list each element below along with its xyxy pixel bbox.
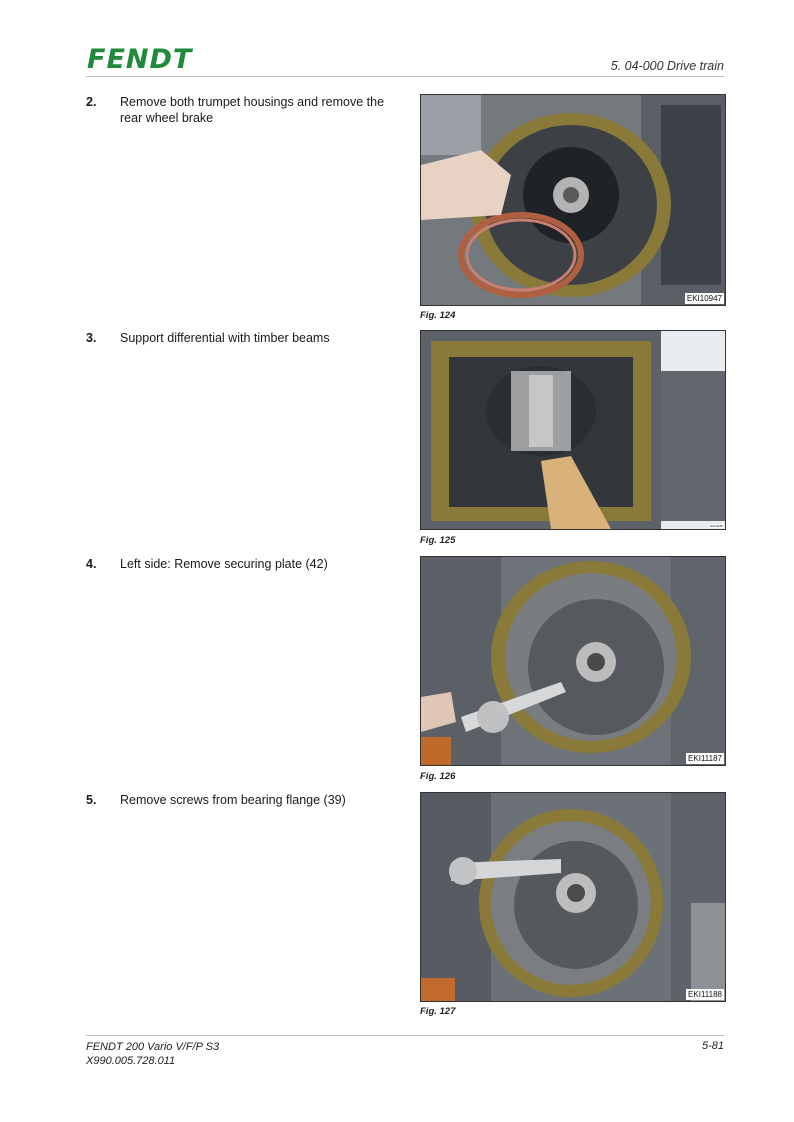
figure-126 bbox=[420, 556, 726, 766]
figure-ref: EKI11188 bbox=[688, 990, 722, 999]
figure-caption: Fig. 124 bbox=[420, 310, 456, 321]
header-divider bbox=[86, 76, 724, 77]
figure-caption: Fig. 127 bbox=[420, 1006, 456, 1017]
fendt-logo bbox=[86, 44, 232, 72]
figure-caption: Fig. 126 bbox=[420, 771, 456, 782]
figure-ref: EKI11186 bbox=[710, 524, 723, 528]
figure-125 bbox=[420, 330, 726, 530]
section-title: 5. 04-000 Drive train bbox=[610, 59, 724, 73]
step-text: Remove screws from bearing flange (39) bbox=[120, 793, 346, 807]
figure-127 bbox=[420, 792, 726, 1002]
securing-plate-photo-icon bbox=[421, 557, 725, 765]
step-number: 5. bbox=[86, 793, 97, 807]
figure-ref: EKI11187 bbox=[688, 754, 722, 763]
footer-doc-number: X990.005.728.011 bbox=[86, 1055, 176, 1067]
figure-124 bbox=[420, 94, 726, 306]
step-text: Support differential with timber beams bbox=[120, 331, 330, 345]
page-number: 5-81 bbox=[701, 1040, 724, 1052]
step-number: 3. bbox=[86, 331, 97, 345]
step-number: 2. bbox=[86, 95, 97, 109]
step-text: Remove both trumpet housings and remove the rear wheel brake bbox=[120, 95, 385, 125]
differential-timber-photo-icon bbox=[421, 331, 725, 529]
footer-divider bbox=[86, 1035, 724, 1036]
figure-ref: EKI10947 bbox=[686, 294, 722, 303]
step-text: Left side: Remove securing plate (42) bbox=[120, 557, 328, 571]
figure-caption: Fig. 125 bbox=[420, 535, 456, 546]
step-number: 4. bbox=[86, 557, 97, 571]
bearing-flange-photo-icon bbox=[421, 793, 725, 1001]
logo-text: FENDT bbox=[87, 44, 193, 72]
footer-info bbox=[86, 1040, 219, 1068]
footer-model: FENDT 200 Vario V/F/P S3 bbox=[86, 1041, 220, 1053]
gearbox-housing-photo-icon bbox=[421, 95, 725, 305]
